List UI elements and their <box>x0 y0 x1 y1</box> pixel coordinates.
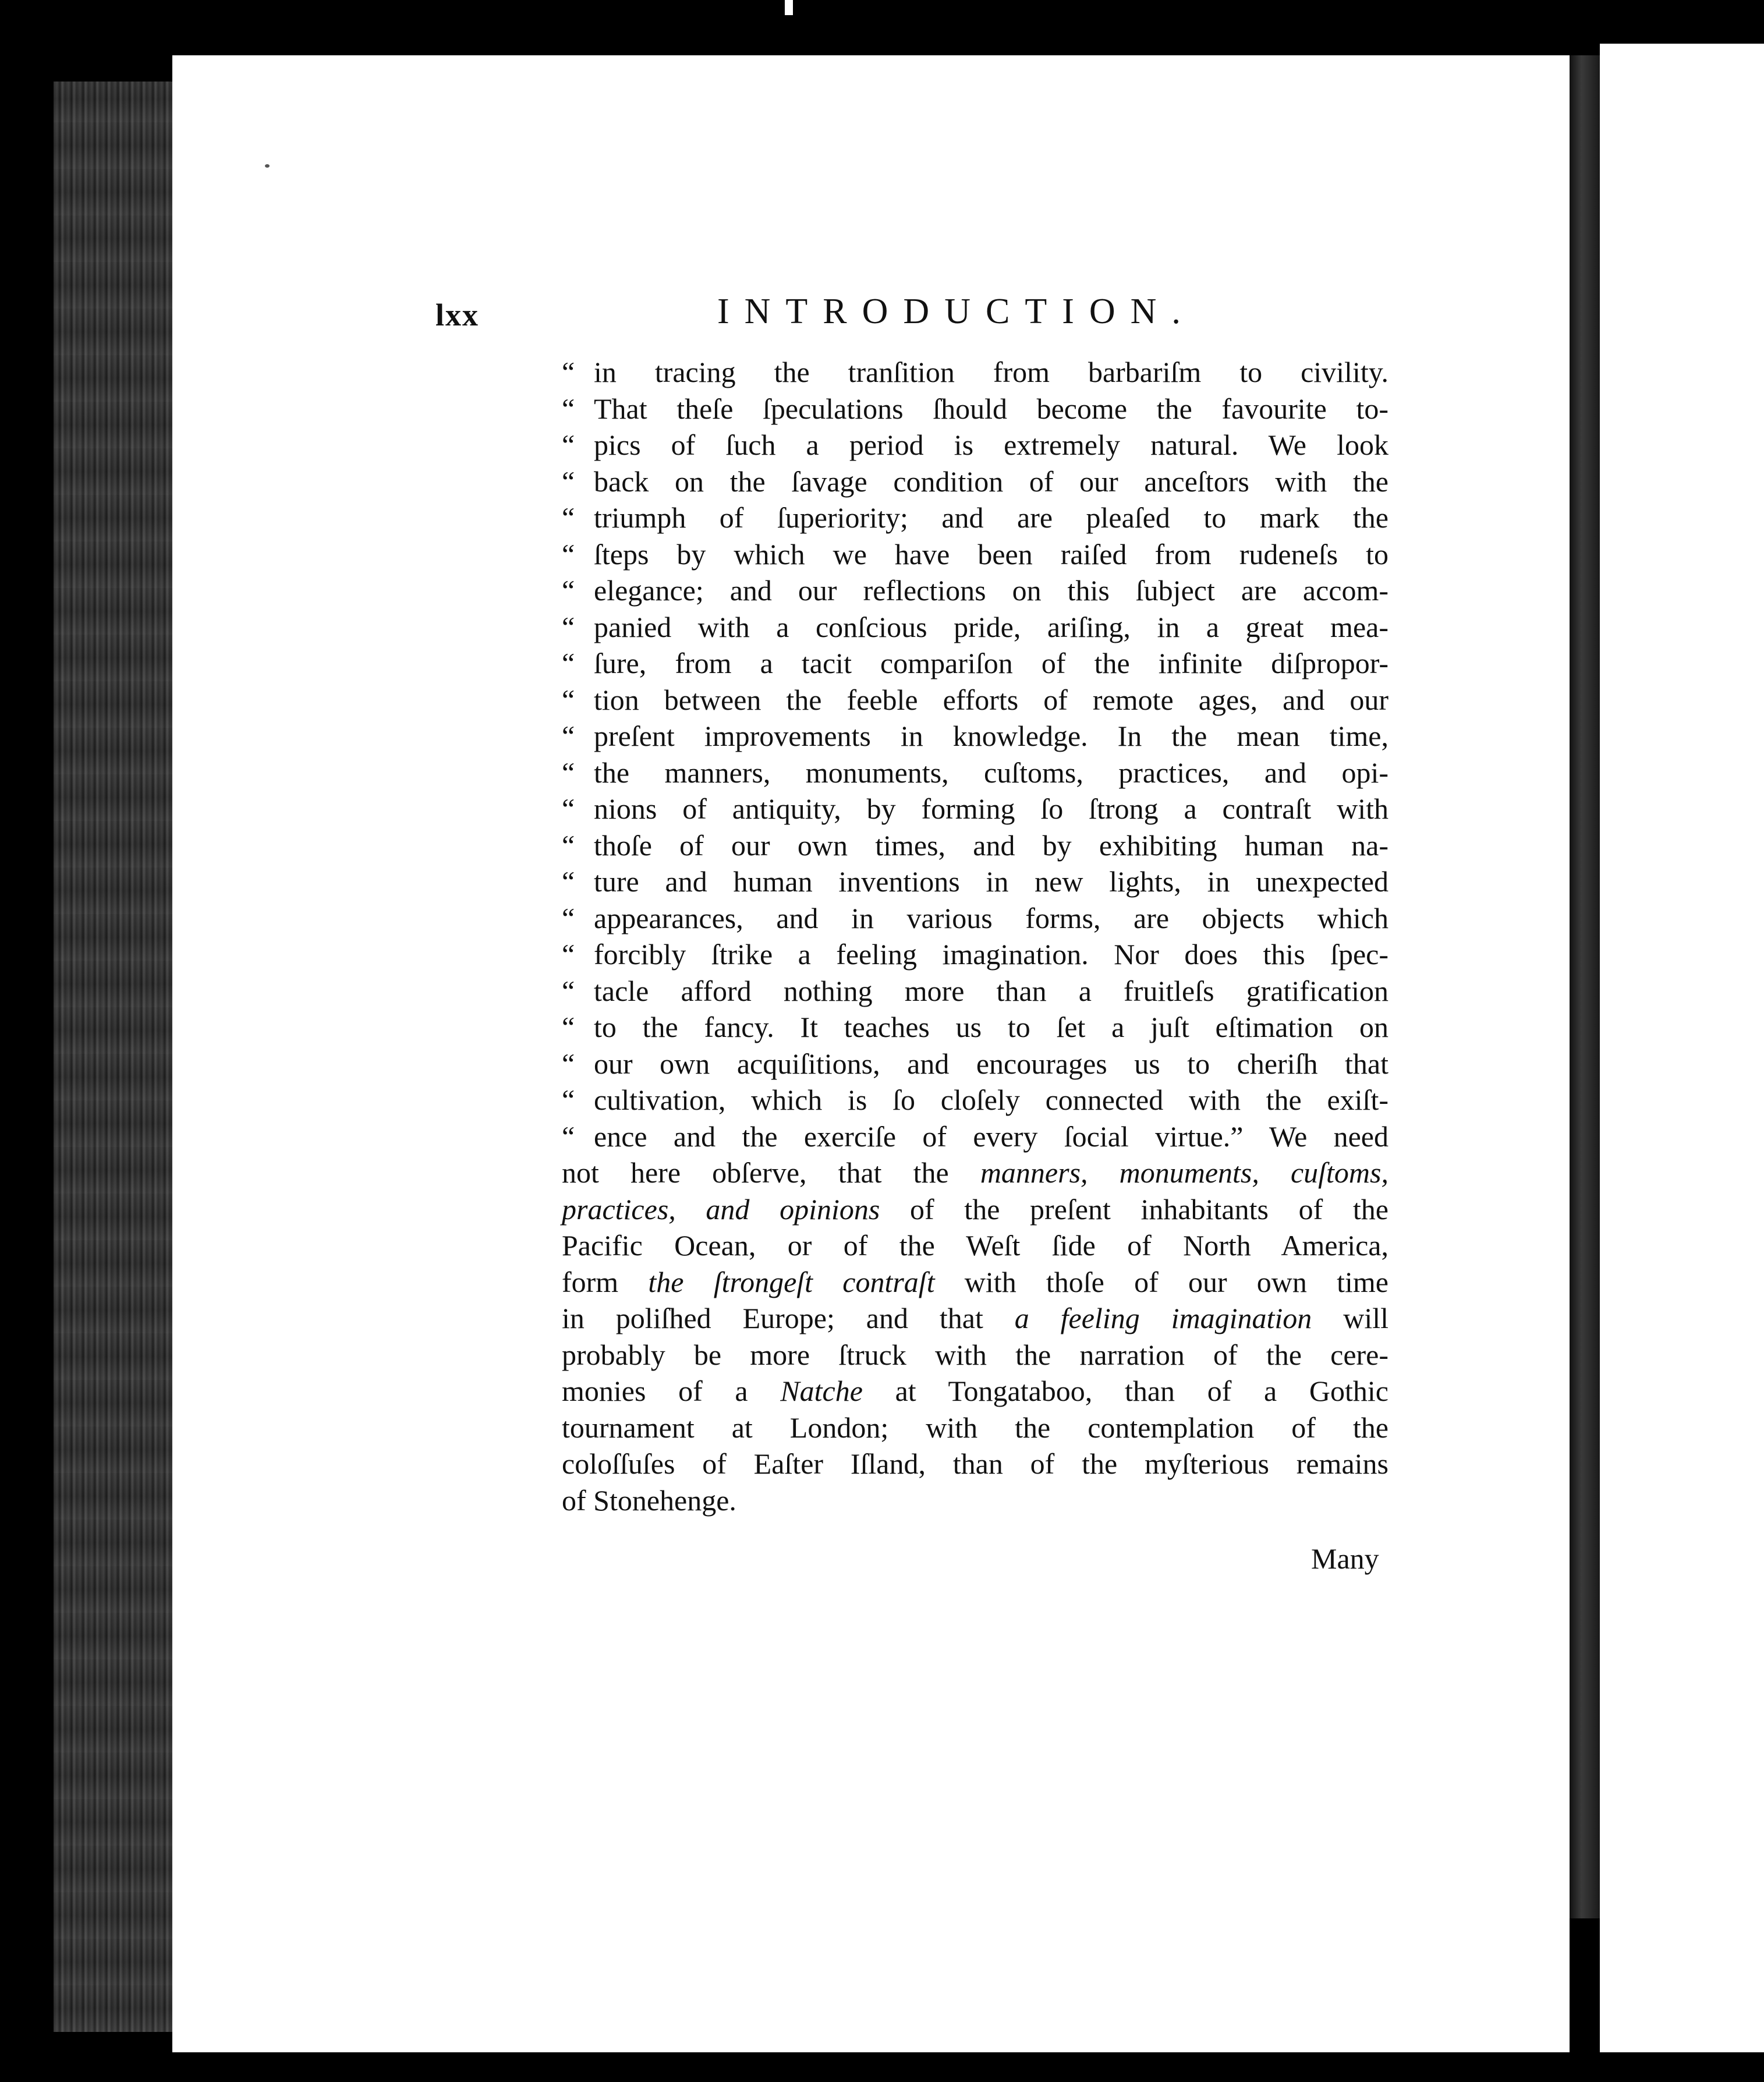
text-line <box>562 500 1388 536</box>
text-line <box>562 791 1388 827</box>
line-text: back on the ſavage condition of our anceſtors with the <box>594 465 1388 498</box>
binding-gutter <box>1570 55 1600 1918</box>
text-line <box>562 572 1388 609</box>
italic-text: the ſtrongeſt contraſt <box>648 1265 935 1298</box>
line-text: ſteps by which we have been raiſed from rudeneſs to <box>594 537 1388 571</box>
next-page-edge <box>1600 44 1764 2052</box>
text-line <box>562 1373 1388 1410</box>
quote-mark: “ <box>562 537 575 571</box>
quote-mark: “ <box>562 901 575 934</box>
text-line <box>562 536 1388 573</box>
text-line <box>562 1082 1388 1118</box>
text-line <box>562 900 1388 937</box>
line-text: of Stonehenge. <box>562 1483 736 1517</box>
line-text: will <box>1312 1302 1389 1334</box>
quote-mark: “ <box>562 574 575 607</box>
quote-mark: “ <box>562 392 575 425</box>
line-text: pics of ſuch a period is extremely natural. We look <box>594 429 1388 461</box>
quote-mark: “ <box>562 756 575 789</box>
line-text: of the preſent inhabitants of the <box>880 1192 1388 1226</box>
quote-mark: “ <box>562 1120 575 1153</box>
quote-mark: “ <box>562 938 575 971</box>
body-text <box>562 354 1388 1518</box>
line-text: not here obſerve, that the <box>562 1156 980 1189</box>
quote-mark: “ <box>562 465 575 498</box>
italic-text: a feeling imagination <box>1014 1302 1312 1334</box>
line-text: triumph of ſuperiority; and are pleaſed to mark the <box>594 501 1388 534</box>
text-line <box>562 755 1388 791</box>
text-line <box>562 1410 1388 1446</box>
quote-mark: “ <box>562 683 575 716</box>
catchword: Many <box>1311 1542 1379 1575</box>
text-line <box>562 1337 1388 1373</box>
text-line <box>562 1009 1388 1046</box>
scan-mark <box>785 0 793 15</box>
quote-mark: “ <box>562 720 575 752</box>
text-line <box>562 1046 1388 1082</box>
quote-mark: “ <box>562 429 575 461</box>
line-text: Pacific Ocean, or of the Weſt ſide of North America, <box>562 1229 1388 1262</box>
quote-mark: “ <box>562 974 575 1007</box>
line-text: our own acquiſitions, and encourages us to cheriſh that <box>594 1047 1388 1080</box>
line-text: ence and the exerciſe of every ſocial virtue.” We need <box>594 1120 1388 1153</box>
text-line <box>562 973 1388 1010</box>
text-line <box>562 1300 1388 1337</box>
line-text: cultivation, which is ſo cloſely connected with the exiſt- <box>594 1084 1388 1116</box>
text-line <box>562 1264 1388 1301</box>
line-text: monies of a <box>562 1375 781 1407</box>
text-line <box>562 863 1388 900</box>
line-text: thoſe of our own times, and by exhibiting human na- <box>594 828 1388 862</box>
line-text: ſure, from a tacit compariſon of the infinite diſpropor- <box>594 647 1388 679</box>
text-line <box>562 1446 1388 1482</box>
text-line <box>562 718 1388 755</box>
quote-mark: “ <box>562 792 575 825</box>
page-edges-stack <box>54 82 176 2032</box>
line-text: the manners, monuments, cuſtoms, practices, and opi- <box>594 756 1388 789</box>
line-text: nions of antiquity, by forming ſo ſtrong a contraſt with <box>594 792 1388 825</box>
line-text: panied with a conſcious pride, ariſing, in a great mea- <box>594 610 1388 643</box>
quote-mark: “ <box>562 647 575 679</box>
ink-speck <box>265 164 270 168</box>
text-line <box>562 645 1388 682</box>
text-line <box>562 354 1388 391</box>
line-text: forcibly ſtrike a feeling imagination. Nor does this ſpec- <box>594 938 1388 971</box>
line-text: probably be more ſtruck with the narration of the cere- <box>562 1338 1388 1371</box>
line-text: preſent improvements in knowledge. In the mean time, <box>594 720 1388 752</box>
quote-mark: “ <box>562 610 575 643</box>
line-text: in tracing the tranſition from barbariſm to civility. <box>594 356 1388 388</box>
line-text: in poliſhed Europe; and that <box>562 1302 1015 1334</box>
text-line <box>562 427 1388 463</box>
line-text: elegance; and our reflections on this ſubject are accom- <box>594 574 1388 607</box>
text-line <box>562 1482 1388 1519</box>
quote-mark: “ <box>562 1084 575 1116</box>
line-text: tion between the feeble efforts of remote ages, and our <box>594 683 1388 716</box>
quote-mark: “ <box>562 501 575 534</box>
text-line <box>562 391 1388 427</box>
text-line <box>562 463 1388 500</box>
quote-mark: “ <box>562 865 575 898</box>
quote-mark: “ <box>562 828 575 862</box>
text-line <box>562 936 1388 973</box>
italic-text: Natche <box>780 1375 863 1407</box>
italic-text: manners, monuments, cuſtoms, <box>980 1156 1388 1189</box>
text-line <box>562 682 1388 718</box>
quote-mark: “ <box>562 1011 575 1043</box>
line-text: tournament at London; with the contemplation of the <box>562 1411 1388 1444</box>
line-text: coloſſuſes of Eaſter Iſland, than of the myſterious remains <box>562 1447 1388 1480</box>
text-line <box>562 1155 1388 1191</box>
line-text: appearances, and in various forms, are objects which <box>594 901 1388 934</box>
line-text: at Tongataboo, than of a Gothic <box>862 1375 1388 1407</box>
italic-text: practices, and opinions <box>562 1192 880 1226</box>
line-text: to the fancy. It teaches us to ſet a juſt eſtimation on <box>594 1011 1388 1043</box>
running-head: INTRODUCTION. <box>717 292 1196 331</box>
quote-mark: “ <box>562 356 575 388</box>
line-text: tacle afford nothing more than a fruitleſs gratification <box>594 974 1388 1007</box>
quote-mark: “ <box>562 1047 575 1080</box>
page-number: lxx <box>435 298 480 332</box>
line-text: ture and human inventions in new lights, in unexpected <box>594 865 1388 898</box>
line-text: form <box>562 1265 649 1298</box>
text-line <box>562 1191 1388 1228</box>
line-text: with thoſe of our own time <box>934 1265 1388 1298</box>
text-line <box>562 609 1388 646</box>
line-text: That theſe ſpeculations ſhould become the favourite to- <box>594 392 1388 425</box>
text-line <box>562 1118 1388 1155</box>
text-line <box>562 1227 1388 1264</box>
text-line <box>562 827 1388 864</box>
